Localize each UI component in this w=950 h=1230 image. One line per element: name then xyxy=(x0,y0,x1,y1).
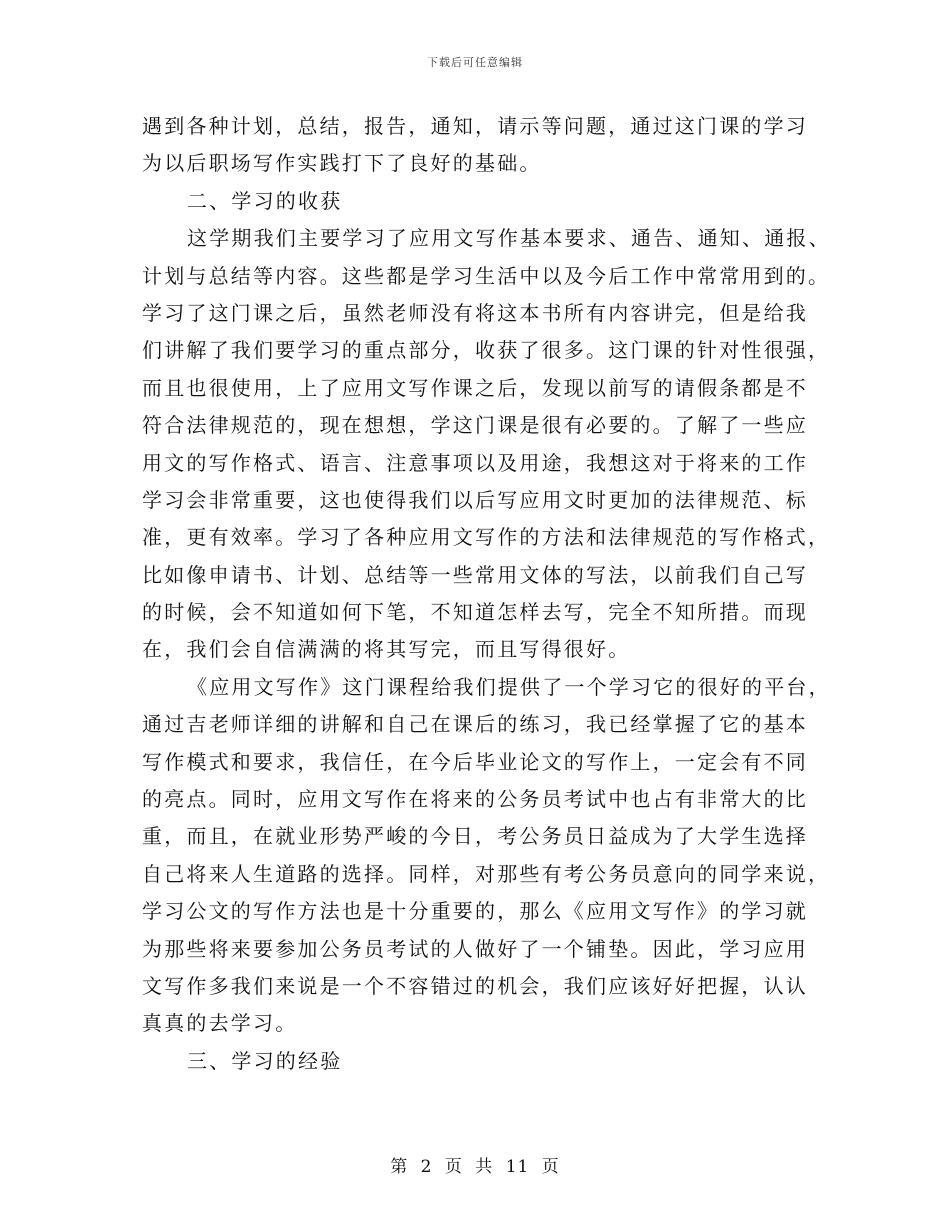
paragraph-line: 的时候，会不知道如何下笔，不知道怎样去写，完全不知所措。而现 xyxy=(142,600,808,625)
paragraph-line: 自己将来人生道路的选择。同样，对那些有考公务员意向的同学来说， xyxy=(142,861,831,886)
section-heading: 三、学习的经验 xyxy=(187,1048,343,1073)
paragraph-line: 学习会非常重要，这也使得我们以后写应用文时更加的法律规范、标 xyxy=(142,487,808,512)
paragraph-line: 为以后职场写作实践打下了良好的基础。 xyxy=(142,151,542,176)
header-note: 下载后可任意编辑 xyxy=(427,56,523,69)
paragraph-line: 遇到各种计划，总结，报告，通知，请示等问题，通过这门课的学习 xyxy=(142,114,808,138)
paragraph-line: 真真的去学习。 xyxy=(142,1011,298,1036)
paragraph-line: 通过吉老师详细的讲解和自己在课后的练习，我已经掌握了它的基本 xyxy=(142,712,808,737)
paragraph-line: 重，而且，在就业形势严峻的今日，考公务员日益成为了大学生选择 xyxy=(142,824,808,849)
paragraph-line: 比如像申请书、计划、总结等一些常用文体的写法，以前我们自己写 xyxy=(142,562,808,587)
paragraph-line: 文写作多我们来说是一个不容错过的机会，我们应该好好把握，认认 xyxy=(142,973,808,998)
paragraph-line: 学习公文的写作方法也是十分重要的，那么《应用文写作》的学习就 xyxy=(142,899,808,924)
paragraph-line: 准，更有效率。学习了各种应用文写作的方法和法律规范的写作格式， xyxy=(142,525,831,550)
paragraph-line: 计划与总结等内容。这些都是学习生活中以及今后工作中常常用到的。 xyxy=(142,263,831,288)
body-text xyxy=(142,108,831,1080)
paragraph-line: 们讲解了我们要学习的重点部分，收获了很多。这门课的针对性很强， xyxy=(142,338,831,363)
paragraph-line: 写作模式和要求，我信任，在今后毕业论文的写作上，一定会有不同 xyxy=(142,749,808,774)
paragraph-line: 符合法律规范的，现在想想，学这门课是很有必要的。了解了一些应 xyxy=(142,413,808,438)
paragraph-line: 为那些将来要参加公务员考试的人做好了一个铺垫。因此，学习应用 xyxy=(142,936,808,961)
section-heading: 二、学习的收获 xyxy=(187,188,343,213)
paragraph-line: 用文的写作格式、语言、注意事项以及用途，我想这对于将来的工作 xyxy=(142,450,808,475)
page-number-footer: 第 2 页 共 11 页 xyxy=(390,1157,560,1177)
paragraph-line: 学习了这门课之后，虽然老师没有将这本书所有内容讲完，但是给我 xyxy=(142,300,808,325)
paragraph-line: 而且也很使用，上了应用文写作课之后，发现以前写的请假条都是不 xyxy=(142,375,808,400)
paragraph-line: 的亮点。同时，应用文写作在将来的公务员考试中也占有非常大的比 xyxy=(142,787,808,812)
paragraph-line: 这学期我们主要学习了应用文写作基本要求、通告、通知、通报、 xyxy=(187,226,831,251)
paragraph-line: 《应用文写作》这门课程给我们提供了一个学习它的很好的平台， xyxy=(187,674,831,699)
paragraph-line: 在，我们会自信满满的将其写完，而且写得很好。 xyxy=(142,637,631,662)
